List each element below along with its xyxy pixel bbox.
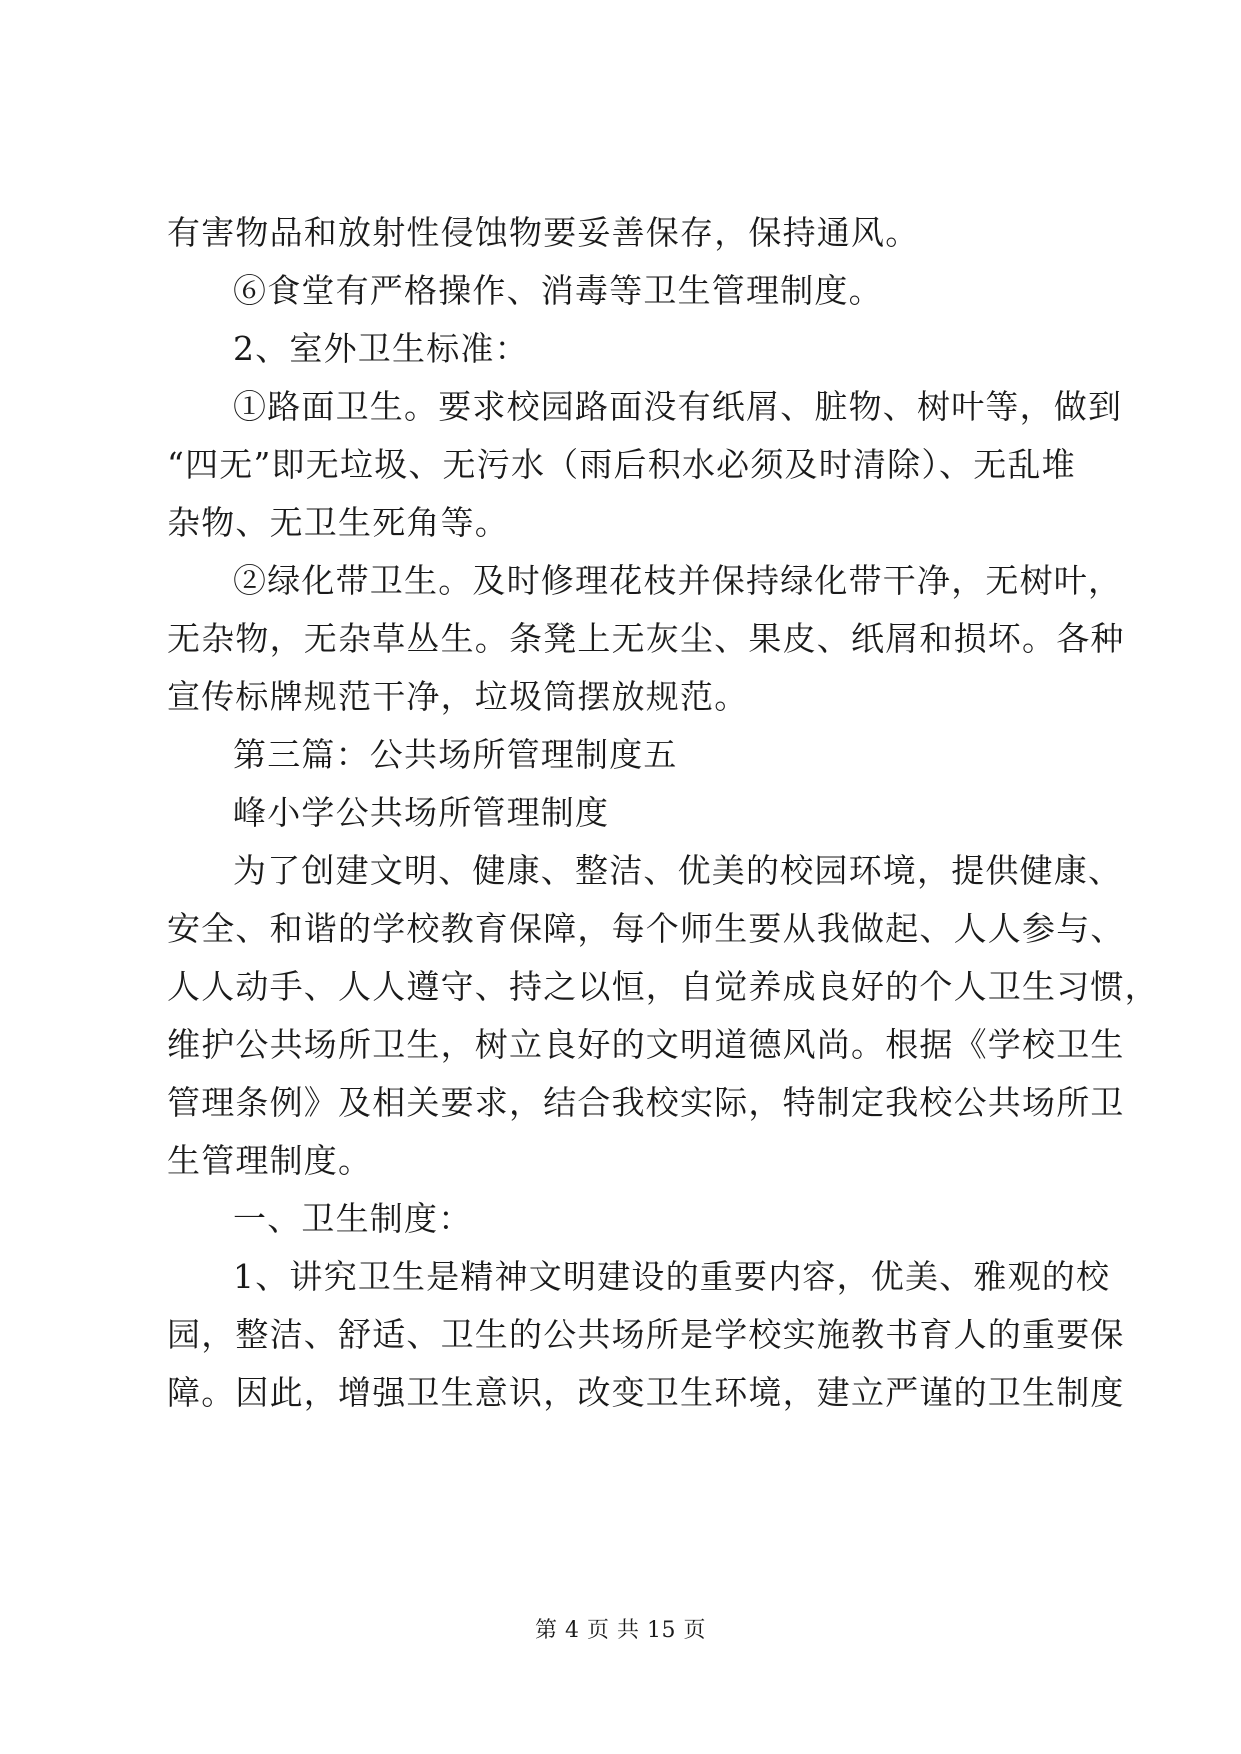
text-line: 安全、和谐的学校教育保障，每个师生要从我做起、人人参与、 bbox=[167, 909, 1125, 948]
text-line: 宣传标牌规范干净，垃圾筒摆放规范。 bbox=[167, 677, 749, 716]
document-title: 峰小学公共场所管理制度 bbox=[233, 793, 610, 832]
text-line: “四无”即无垃圾、无污水（雨后积水必须及时清除）、无乱堆 bbox=[167, 445, 1076, 484]
text-line: 1、讲究卫生是精神文明建设的重要内容，优美、雅观的校 bbox=[233, 1257, 1111, 1296]
text-line: 杂物、无卫生死角等。 bbox=[167, 503, 509, 542]
text-line: 为了创建文明、健康、整洁、优美的校园环境，提供健康、 bbox=[233, 851, 1123, 890]
text-line: 无杂物，无杂草丛生。条凳上无灰尘、果皮、纸屑和损坏。各种 bbox=[167, 619, 1125, 658]
text-line: 人人动手、人人遵守、持之以恒，自觉养成良好的个人卫生习惯， bbox=[167, 967, 1159, 1006]
text-line: 有害物品和放射性侵蚀物要妥善保存，保持通风。 bbox=[167, 213, 920, 252]
section-heading: 第三篇：公共场所管理制度五 bbox=[233, 735, 678, 774]
text-line: 管理条例》及相关要求，结合我校实际，特制定我校公共场所卫 bbox=[167, 1083, 1125, 1122]
text-line: 障。因此，增强卫生意识，改变卫生环境，建立严谨的卫生制度 bbox=[167, 1373, 1125, 1412]
text-line: ①路面卫生。要求校园路面没有纸屑、脏物、树叶等，做到 bbox=[233, 387, 1123, 426]
text-line: 维护公共场所卫生，树立良好的文明道德风尚。根据《学校卫生 bbox=[167, 1025, 1125, 1064]
text-line: 生管理制度。 bbox=[167, 1141, 373, 1180]
text-line: ⑥食堂有严格操作、消毒等卫生管理制度。 bbox=[233, 271, 883, 310]
page-footer: 第 4 页 共 15 页 bbox=[535, 1618, 706, 1643]
text-line: 园，整洁、舒适、卫生的公共场所是学校实施教书育人的重要保 bbox=[167, 1315, 1125, 1354]
text-line: 2、室外卫生标准： bbox=[233, 329, 529, 368]
text-line: ②绿化带卫生。及时修理花枝并保持绿化带干净，无树叶， bbox=[233, 561, 1123, 600]
section-heading: 一、卫生制度： bbox=[233, 1199, 473, 1238]
